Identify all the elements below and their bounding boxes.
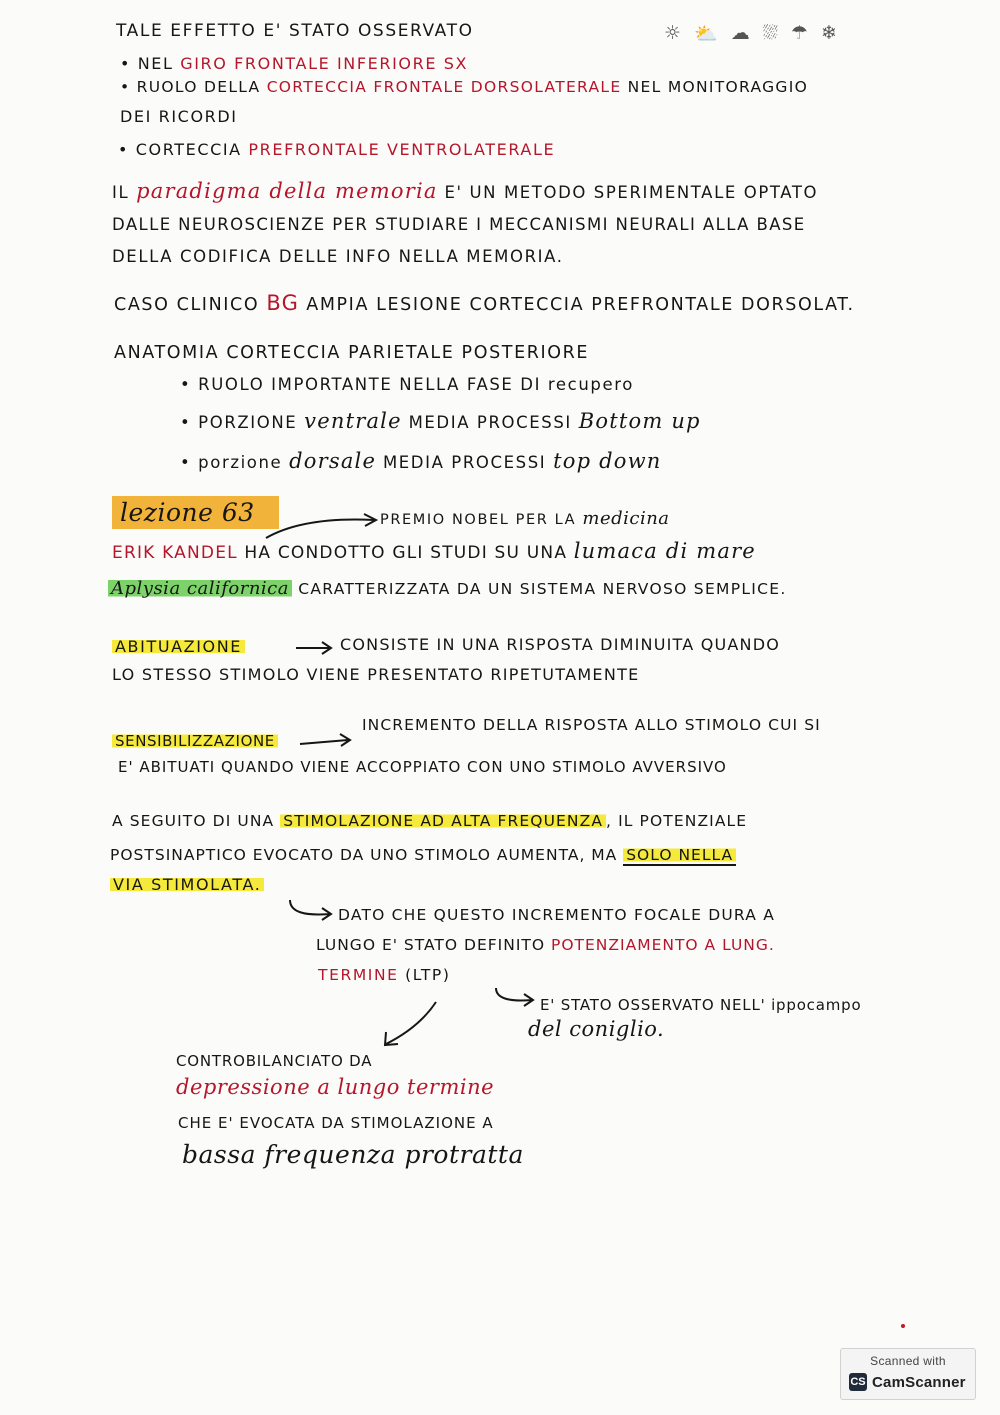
note-line: CHE E' EVOCATA DA STIMOLAZIONE A — [178, 1114, 494, 1132]
note-line: • NEL GIRO FRONTALE INFERIORE SX — [120, 54, 469, 73]
note-line: CONSISTE IN UNA RISPOSTA DIMINUITA QUANDO — [340, 635, 781, 654]
arrow-icon — [294, 640, 334, 656]
arrow-icon — [264, 510, 380, 542]
arrow-icon — [298, 730, 354, 750]
note-line: DEI RICORDI — [120, 107, 238, 126]
snowflake-icon: ❄ — [820, 22, 837, 44]
note-line: • porzione dorsale MEDIA PROCESSI top down — [180, 449, 662, 473]
camscanner-watermark — [840, 1348, 976, 1400]
arrow-icon — [492, 986, 538, 1008]
cloud-icon: ☁ — [730, 22, 750, 44]
watermark-brand — [849, 1373, 966, 1391]
note-line: • RUOLO IMPORTANTE NELLA FASE DI recupero — [180, 375, 634, 394]
note-line: CASO CLINICO BG AMPIA LESIONE CORTECCIA PREFRONTALE DORSOLAT. — [114, 291, 855, 315]
ink-dot — [901, 1324, 905, 1328]
note-line: TALE EFFETTO E' STATO OSSERVATO — [116, 21, 474, 41]
brand-name: CamScanner — [872, 1373, 966, 1391]
cloud-rain-icon: ⛆ — [762, 22, 778, 44]
arrow-icon — [286, 898, 336, 924]
note-line: INCREMENTO DELLA RISPOSTA ALLO STIMOLO CUI SI — [362, 716, 821, 734]
note-line: TERMINE (LTP) — [318, 966, 451, 984]
camscanner-logo-icon: CS — [849, 1373, 867, 1391]
note-line: • RUOLO DELLA CORTECCIA FRONTALE DORSOLATERALE NEL MONITORAGGIO — [120, 78, 809, 96]
note-line: depressione a lungo termine — [176, 1075, 495, 1099]
sun-icon: ☼ — [664, 22, 682, 44]
note-line: bassa frequenza protratta — [182, 1140, 524, 1169]
arrow-icon — [380, 998, 440, 1050]
note-line: DATO CHE QUESTO INCREMENTO FOCALE DURA A — [338, 906, 775, 924]
note-line: Aplysia californica CARATTERIZZATA DA UN SISTEMA NERVOSO SEMPLICE. — [108, 578, 787, 600]
note-line: DALLE NEUROSCIENZE PER STUDIARE I MECCANISMI NEURALI ALLA BASE — [112, 215, 806, 234]
note-line: PREMIO NOBEL PER LA medicina — [380, 508, 670, 529]
note-line: • PORZIONE ventrale MEDIA PROCESSI Bottom up — [180, 409, 701, 433]
lesson-title: lezione 63 — [112, 498, 279, 528]
note-line: • CORTECCIA PREFRONTALE VENTROLATERALE — [118, 140, 556, 159]
watermark-caption: Scanned with — [870, 1354, 946, 1368]
cloud-sun-icon: ⛅ — [694, 23, 718, 45]
note-line: IL paradigma della memoria E' UN METODO SPERIMENTALE OPTATO — [112, 179, 819, 203]
note-line: E' ABITUATI QUANDO VIENE ACCOPPIATO CON UNO STIMOLO AVVERSIVO — [118, 758, 727, 776]
storm-icon: ☂ — [790, 22, 808, 44]
note-line: LUNGO E' STATO DEFINITO POTENZIAMENTO A LUNG. — [316, 936, 775, 954]
note-line: SENSIBILIZZAZIONE — [112, 730, 278, 752]
note-line: ABITUAZIONE — [112, 636, 245, 658]
note-line: POSTSINAPTICO EVOCATO DA UNO STIMOLO AUMENTA, MA SOLO NELLA — [110, 844, 736, 866]
note-line: del coniglio. — [528, 1017, 665, 1041]
weather-icons — [664, 22, 837, 45]
note-line: DELLA CODIFICA DELLE INFO NELLA MEMORIA. — [112, 247, 564, 266]
note-line: ANATOMIA CORTECCIA PARIETALE POSTERIORE — [114, 343, 590, 363]
note-line: ERIK KANDEL HA CONDOTTO GLI STUDI SU UNA lumaca di mare — [112, 539, 756, 563]
note-line: CONTROBILANCIATO DA — [176, 1052, 373, 1070]
note-line: A SEGUITO DI UNA STIMOLAZIONE AD ALTA FREQUENZA , IL POTENZIALE — [112, 812, 748, 830]
note-line: LO STESSO STIMOLO VIENE PRESENTATO RIPETUTAMENTE — [112, 665, 640, 684]
note-line: VIA STIMOLATA. — [110, 874, 264, 896]
note-line: E' STATO OSSERVATO NELL' ippocampo — [540, 996, 862, 1014]
